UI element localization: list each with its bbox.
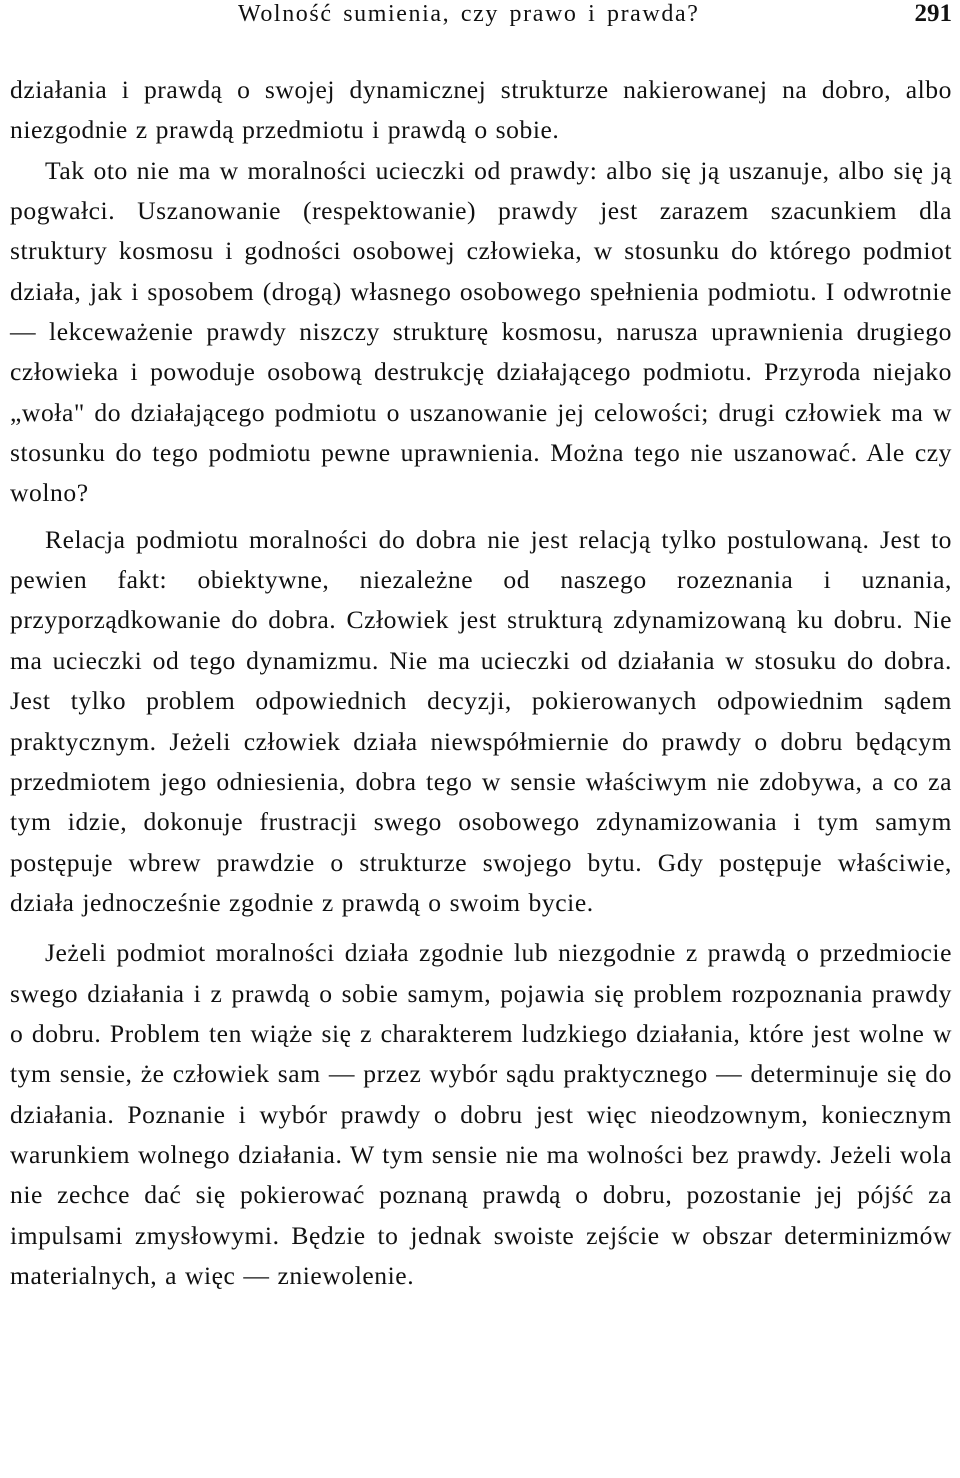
book-page xyxy=(10,0,952,1290)
paragraph: Jeżeli podmiot moralności działa zgodnie lub niezgodnie z prawdą o przedmiocie swego działania i z prawdą o sobie samym, pojawia się problem rozpoznania prawdy o dobru. Problem ten wiąże się z charakterem ludzkiego działania, które jest wolne w tym sensie, że człowiek sam — przez wybór sądu praktycznego — determinuje się do działania. Poznanie i wybór prawdy o dobru jest więc nieodzownym, koniecznym warunkiem wolnego działania. W tym sensie nie ma wolności bez prawdy. Jeżeli wola nie zechce dać się pokierować poznaną prawdą o dobru, pozostanie jej pójść za impulsami zmysłowymi. Będzie to jednak swoiste zejście w obszar determinizmów materialnych, a więc — zniewolenie. xyxy=(10,938,952,1290)
paragraph: Tak oto nie ma w moralności ucieczki od prawdy: albo się ją uszanuje, albo się ją pogwałci. Uszanowanie (respektowanie) prawdy jest zarazem szacunkiem dla struktury kosmosu i godności osobowej człowieka, w stosunku do którego podmiot działa, jak i sposobem (drogą) własnego osobowego spełnienia podmiotu. I odwrotnie — lekceważenie prawdy niszczy strukturę kosmosu, narusza uprawnienia drugiego człowieka i powoduje osobową destrukcję działającego podmiotu. Przyroda niejako „woła" do działającego podmiotu o uszanowanie jej celowości; drugi człowiek ma w stosunku do tego podmiotu pewne uprawnienia. Można tego nie uszanować. Ale czy wolno? xyxy=(10,155,952,508)
running-header-title: Wolność sumienia, czy prawo i prawda? xyxy=(238,1,700,27)
running-header xyxy=(10,0,952,36)
paragraph: Relacja podmiotu moralności do dobra nie jest relacją tylko postulowaną. Jest to pewien fakt: obiektywne, niezależne od naszego rozeznania i uznania, przyporządkowanie do dobra. Człowiek jest strukturą zdynamizowaną ku dobru. Nie ma ucieczki od tego dynamizmu. Nie ma ucieczki od działania w stosuku do dobra. Jest tylko problem odpowiednich decyzji, pokierowanych odpowiednim sądem praktycznym. Jeżeli człowiek działa niewspółmiernie do prawdy o dobru będącym przedmiotem jego odniesienia, dobra tego w sensie właściwym nie zdobywa, a co za tym idzie, dokonuje frustracji swego osobowego zdynamizowania i tym samym postępuje wbrew prawdzie o strukturze swojego bytu. Gdy postępuje właściwie, działa jednocześnie zgodnie z prawdą o swoim bycie. xyxy=(10,524,952,917)
body-text xyxy=(10,70,952,1296)
paragraph-continued: działania i prawdą o swojej dynamicznej strukturze nakierowanej na dobro, albo niezgodnie z prawdą przedmiotu i prawdą o sobie. xyxy=(10,75,952,145)
page-number: 291 xyxy=(914,0,952,27)
